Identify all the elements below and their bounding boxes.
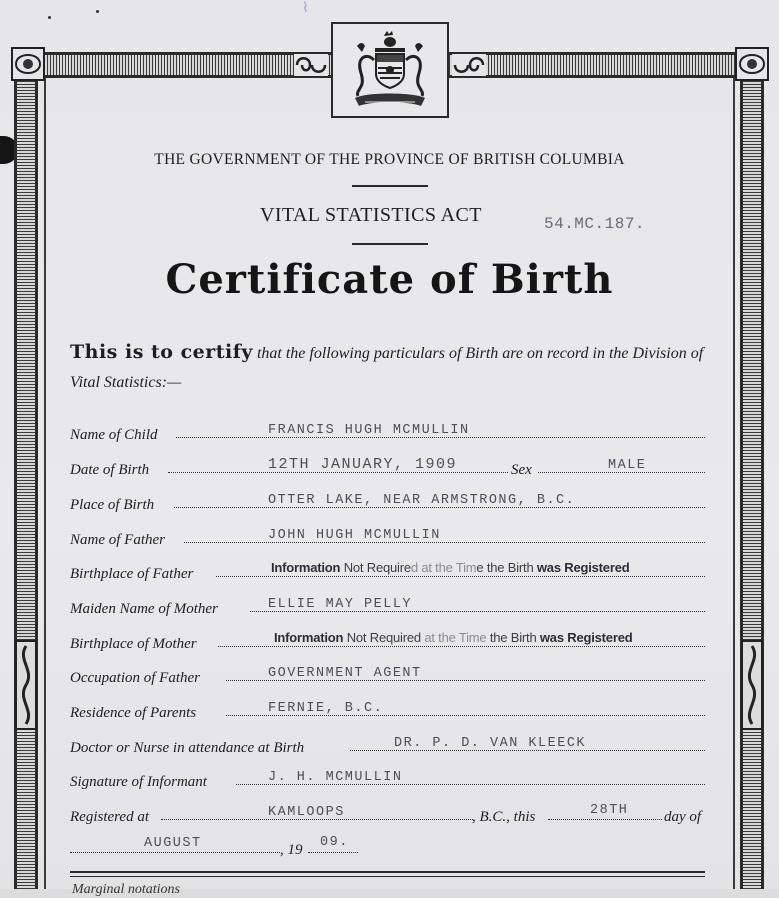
corner-ornament-icon [734, 44, 770, 84]
intro-text: that the following particulars of Birth are on record in the Division of Vital Statistics:— [70, 345, 704, 391]
act-heading: VITAL STATISTICS ACT [260, 204, 482, 226]
dotted-line [184, 542, 705, 543]
corner-ornament-icon [10, 44, 46, 84]
field-value: DR. P. D. VAN KLEECK [394, 736, 587, 751]
coat-of-arms-frame [331, 22, 449, 118]
sex-value: MALE [608, 458, 647, 473]
scroll-ornament-icon [294, 54, 328, 76]
field-value: JOHN HUGH MCMULLIN [268, 528, 441, 543]
field-value: ELLIE MAY PELLY [268, 597, 413, 612]
cut-off-text: Marginal notations [72, 882, 180, 897]
day-of-label: day of [664, 809, 702, 825]
reference-number: 54.MC.187. [544, 215, 646, 233]
dotted-line [308, 852, 358, 853]
dotted-line [548, 819, 662, 820]
field-value: FRANCIS HUGH MCMULLIN [268, 423, 470, 438]
field-label: Date of Birth [70, 462, 150, 478]
registered-day: 28TH [590, 803, 629, 818]
footer-rule [70, 876, 705, 877]
field-registered-at [70, 800, 715, 826]
intro-lead: This is to certify [70, 341, 253, 363]
field-label: Name of Father [70, 532, 165, 548]
dotted-line [70, 852, 280, 853]
field-label: Birthplace of Mother [70, 636, 197, 652]
field-label: Birthplace of Father [70, 566, 194, 582]
speck [48, 16, 51, 19]
certificate-title: Certificate of Birth [165, 256, 614, 303]
pen-mark: ⌇ [302, 1, 309, 16]
field-label: Signature of Informant [70, 774, 207, 790]
coat-of-arms-icon [341, 30, 439, 112]
field-value: OTTER LAKE, NEAR ARMSTRONG, B.C. [268, 493, 576, 508]
border-right [740, 62, 764, 889]
field-value-stamp: Information Not Required at the Time the Birth was Registered [274, 630, 633, 645]
field-label: Maiden Name of Mother [70, 601, 218, 617]
footer-rule [70, 871, 705, 873]
dotted-line [218, 646, 705, 647]
field-value: FERNIE, B.C. [268, 701, 384, 716]
bc-this-label: , B.C., this [472, 809, 536, 825]
sex-label: Sex [511, 462, 532, 478]
field-value-stamp: Information Not Required at the Time the Birth was Registered [271, 560, 630, 575]
speck [96, 10, 99, 13]
intro-paragraph [70, 338, 715, 397]
field-registered-date [70, 833, 715, 859]
field-value: J. H. MCMULLIN [268, 770, 403, 785]
registered-year: 09. [320, 835, 349, 850]
year-prefix: , 19 [280, 842, 303, 858]
divider [352, 243, 428, 245]
registered-place: KAMLOOPS [268, 805, 345, 820]
side-ornament-icon [15, 640, 37, 730]
government-heading: THE GOVERNMENT OF THE PROVINCE OF BRITISH COLUMBIA [154, 151, 625, 168]
side-ornament-icon [741, 640, 763, 730]
scroll-ornament-icon [452, 54, 486, 76]
divider [352, 185, 428, 187]
dotted-line [216, 576, 705, 577]
field-label: Registered at [70, 809, 150, 825]
border-inner-right [733, 78, 735, 889]
field-label: Residence of Parents [70, 705, 197, 721]
field-label: Doctor or Nurse in attendance at Birth [70, 740, 305, 756]
registered-month: AUGUST [144, 836, 202, 851]
border-left [14, 62, 38, 889]
field-label: Name of Child [70, 427, 158, 443]
field-label: Occupation of Father [70, 670, 200, 686]
field-label: Place of Birth [70, 497, 155, 513]
field-value: 12TH JANUARY, 1909 [268, 456, 458, 473]
border-inner-left [44, 78, 46, 889]
field-value: GOVERNMENT AGENT [268, 666, 422, 681]
